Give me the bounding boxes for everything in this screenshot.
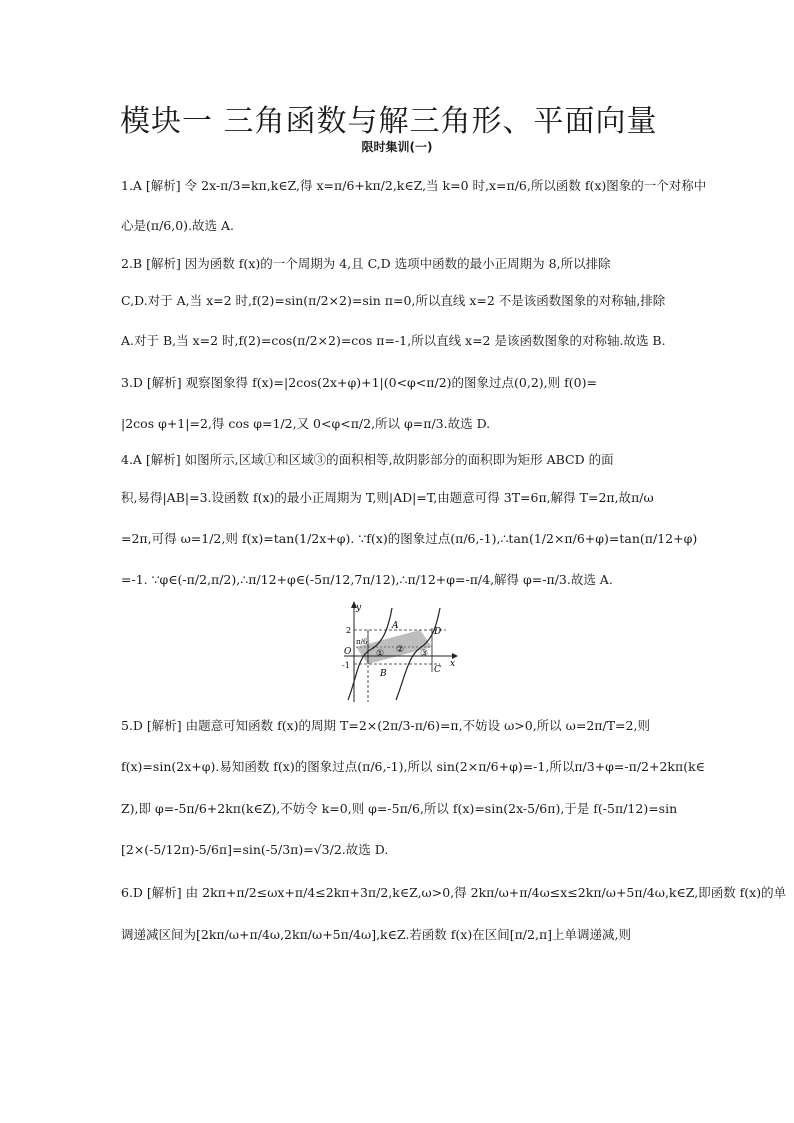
answer-5-line-2: f(x)=sin(2x+φ).易知函数 f(x)的图象过点(π/6,-1),所以 sin(2×π/6+φ)=-1,所以π/3+φ=-π/2+2kπ(k∈ — [121, 759, 705, 774]
x-axis-label: x — [450, 659, 456, 669]
point-c-label: C — [434, 665, 441, 675]
answer-6-line-1: 6.D [解析] 由 2kπ+π/2≤ωx+π/4≤2kπ+3π/2,k∈Z,ω>0,得 2kπ/ω+π/4ω≤x≤2kπ/ω+5π/4ω,k∈Z,即函数 f(x)的单 — [121, 885, 787, 900]
region-1-label: ① — [376, 649, 385, 659]
answer-2-line-3: A.对于 B,当 x=2 时,f(2)=cos(π/2×2)=cos π=-1,所以直线 x=2 是该函数图象的对称轴.故选 B. — [121, 333, 666, 348]
y-axis-label: y — [356, 603, 362, 613]
tick-x-pi6: π/6 — [356, 638, 368, 646]
region-3-label: ③ — [420, 649, 429, 659]
page-title: 模块一 三角函数与解三角形、平面向量 — [120, 104, 658, 139]
answer-3-line-2: |2cos φ+1|=2,得 cos φ=1/2,又 0<φ<π/2,所以 φ=π/3.故选 D. — [121, 416, 491, 431]
answer-5-line-1: 5.D [解析] 由题意可知函数 f(x)的周期 T=2×(2π/3-π/6)=π,不妨设 ω>0,所以 ω=2π/T=2,则 — [121, 718, 650, 733]
answer-4-line-1: 4.A [解析] 如图所示,区域①和区域③的面积相等,故阴影部分的面积即为矩形 ABCD 的面 — [121, 452, 614, 467]
region-2-label: ② — [396, 645, 405, 655]
point-d-label: D — [434, 627, 442, 637]
answer-1-line-2: 心是(π/6,0).故选 A. — [121, 218, 235, 233]
answer-2-line-1: 2.B [解析] 因为函数 f(x)的一个周期为 4,且 C,D 选项中函数的最小正周期为 8,所以排除 — [121, 256, 611, 271]
point-a-label: A — [392, 621, 399, 631]
answer-5-line-3: Z),即 φ=-5π/6+2kπ(k∈Z),不妨令 k=0,则 φ=-5π/6,所以 f(x)=sin(2x-5/6π),于是 f(-5π/12)=sin — [121, 801, 678, 816]
tick-y-2: 2 — [346, 626, 352, 635]
page-subtitle: 限时集训(一) — [361, 140, 433, 154]
answer-4-line-3: =2π,可得 ω=1/2,则 f(x)=tan(1/2x+φ). ∵f(x)的图象过点(π/6,-1),∴tan(1/2×π/6+φ)=tan(π/12+φ) — [121, 531, 698, 546]
answer-1-line-1: 1.A [解析] 令 2x-π/3=kπ,k∈Z,得 x=π/6+kπ/2,k∈Z,当 k=0 时,x=π/6,所以函数 f(x)图象的一个对称中 — [121, 178, 707, 193]
answer-2-line-2: C,D.对于 A,当 x=2 时,f(2)=sin(π/2×2)=sin π=0,所以直线 x=2 不是该函数图象的对称轴,排除 — [121, 293, 666, 308]
answer-5-line-4: [2×(-5/12π)-5/6π]=sin(-5/3π)=√3/2.故选 D. — [121, 842, 389, 857]
tangent-graph-figure — [340, 600, 458, 704]
answer-4-line-4: =-1. ∵φ∈(-π/2,π/2),∴π/12+φ∈(-5π/12,7π/12),∴π/12+φ=-π/4,解得 φ=-π/3.故选 A. — [121, 572, 613, 587]
tick-y-neg1: -1 — [342, 661, 350, 670]
point-b-label: B — [380, 669, 387, 679]
answer-6-line-2: 调递减区间为[2kπ/ω+π/4ω,2kπ/ω+5π/4ω],k∈Z.若函数 f(x)在区间[π/2,π]上单调递减,则 — [121, 927, 632, 942]
origin-label: O — [344, 647, 352, 657]
answer-3-line-1: 3.D [解析] 观察图象得 f(x)=|2cos(2x+φ)+1|(0<φ<π/2)的图象过点(0,2),则 f(0)= — [121, 375, 597, 390]
answer-4-line-2: 积,易得|AB|=3.设函数 f(x)的最小正周期为 T,则|AD|=T,由题意可得 3T=6π,解得 T=2π,故π/ω — [121, 490, 654, 505]
